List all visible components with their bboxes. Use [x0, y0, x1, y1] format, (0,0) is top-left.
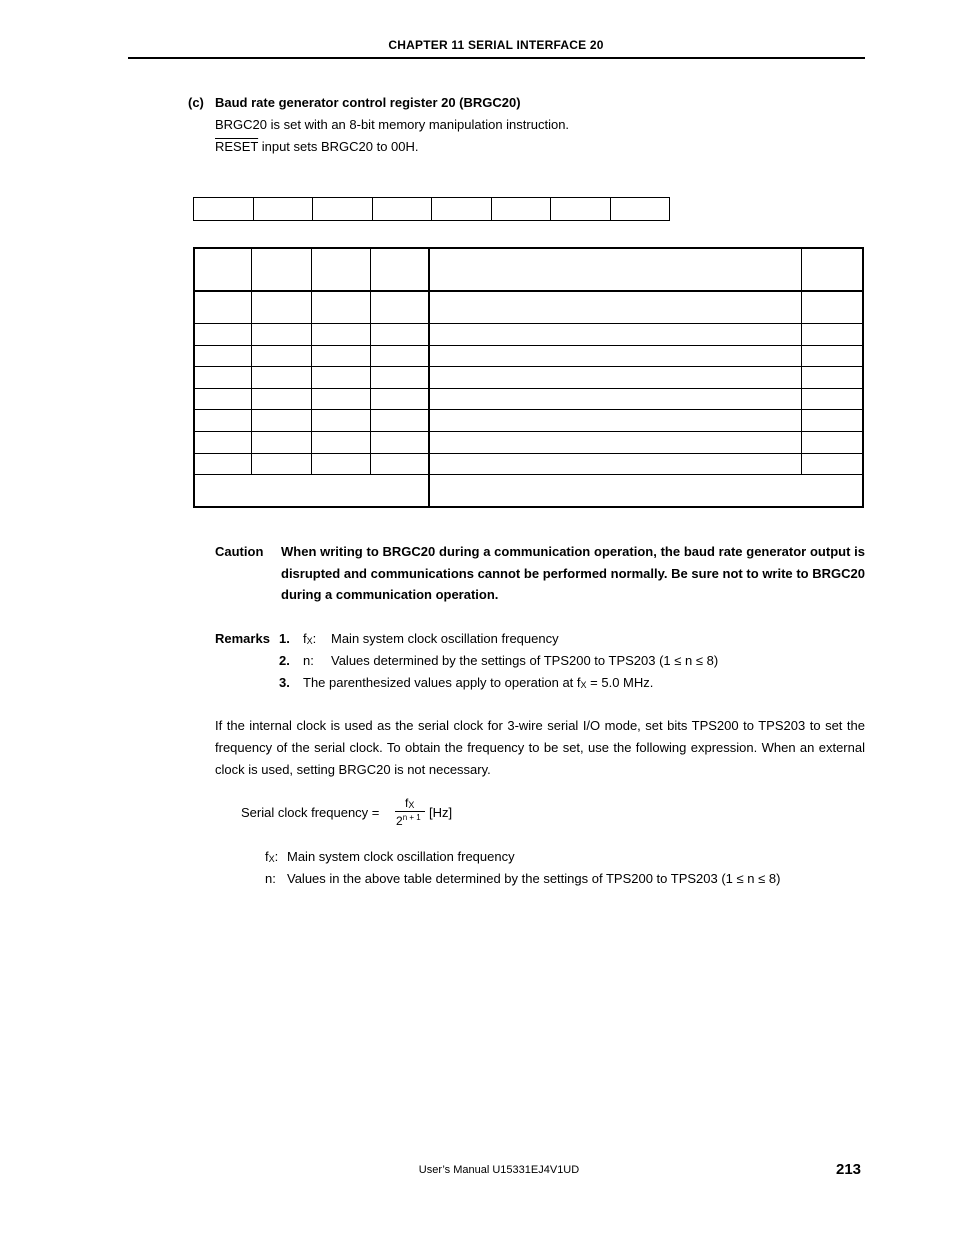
table-cell	[370, 388, 429, 410]
equation-denominator: $2^{n + 1}$	[396, 813, 421, 828]
table-cell	[312, 248, 371, 291]
table-cell	[370, 324, 429, 346]
bit-cell	[194, 198, 254, 221]
table-cell	[252, 431, 312, 453]
table-cell	[801, 324, 863, 346]
table-cell	[194, 410, 252, 432]
caution-label: Caution	[215, 544, 264, 559]
remark-symbol: n:	[303, 653, 314, 668]
table-cell	[429, 475, 863, 507]
register-bit-table	[193, 197, 670, 221]
table-cell	[252, 248, 312, 291]
table-row	[194, 388, 863, 410]
table-cell	[252, 410, 312, 432]
table-cell	[370, 431, 429, 453]
table-cell	[370, 248, 429, 291]
header-rule	[128, 57, 865, 59]
table-footer-row	[194, 475, 863, 507]
table-cell	[801, 291, 863, 323]
table-cell	[252, 345, 312, 367]
table-row	[194, 324, 863, 346]
definition-text: Main system clock oscillation frequency	[287, 849, 515, 864]
table-cell	[194, 388, 252, 410]
table-cell	[194, 345, 252, 367]
table-header-row	[194, 248, 863, 291]
table-cell	[801, 367, 863, 389]
bit-cell	[313, 198, 373, 221]
caution-text: When writing to BRGC20 during a communication operation, the baud rate generator output is disrupted and communications cannot be performed normally. Be sure not to write to BRGC20 during a communication operation.	[281, 544, 865, 603]
table-cell	[801, 410, 863, 432]
bit-cell	[372, 198, 432, 221]
remark-text: The parenthesized values apply to operation at $f_X = 5.0$ MHz.	[303, 675, 654, 690]
table-cell	[801, 345, 863, 367]
table-cell	[429, 291, 801, 323]
remark-number: 3.	[279, 675, 290, 690]
equation-unit: [Hz]	[429, 805, 453, 820]
table-cell	[312, 345, 371, 367]
table-cell	[312, 410, 371, 432]
definition-symbol: $f_X$:	[265, 849, 279, 864]
table-cell	[194, 324, 252, 346]
footer-manual-id: User’s Manual U15331EJ4V1UD	[418, 1164, 580, 1176]
table-cell	[312, 388, 371, 410]
remark-text: Main system clock oscillation frequency	[331, 631, 559, 646]
table-cell	[312, 453, 371, 475]
table-cell	[801, 248, 863, 291]
table-cell	[429, 345, 801, 367]
definition-text: Values in the above table determined by the settings of TPS200 to TPS203 (1 ≤ n ≤ 8)	[287, 871, 781, 886]
table-cell	[252, 367, 312, 389]
chapter-header: CHAPTER 11 SERIAL INTERFACE 20	[388, 38, 604, 52]
page-number: 213	[836, 1161, 862, 1178]
table-row	[194, 291, 863, 323]
bit-cell	[432, 198, 492, 221]
remark-number: 2.	[279, 653, 290, 668]
table-cell	[429, 431, 801, 453]
bit-cell	[551, 198, 611, 221]
remark-text: Values determined by the settings of TPS200 to TPS203 (1 ≤ n ≤ 8)	[331, 653, 719, 668]
table-cell	[252, 324, 312, 346]
table-cell	[194, 475, 429, 507]
table-row	[194, 345, 863, 367]
table-row	[194, 453, 863, 475]
table-cell	[370, 367, 429, 389]
table-cell	[429, 324, 801, 346]
table-row	[194, 431, 863, 453]
table-cell	[801, 453, 863, 475]
section-number: (c)	[188, 95, 204, 110]
table-cell	[312, 291, 371, 323]
table-cell	[429, 248, 801, 291]
equation-label: Serial clock frequency =	[241, 805, 380, 820]
table-cell	[429, 410, 801, 432]
remarks-label: Remarks	[215, 631, 270, 646]
table-cell	[312, 431, 371, 453]
section-line-2-text: input sets BRGC20 to 00H.	[258, 139, 419, 154]
remark-symbol: $f_X$:	[303, 631, 317, 646]
table-cell	[429, 388, 801, 410]
body-paragraph: If the internal clock is used as the serial clock for 3-wire serial I/O mode, set bits TPS200 to TPS203 to set the frequency of the serial clock. To obtain the frequency to be set, use the following expression. When an external clock is used, setting BRGC20 is not necessary.	[215, 718, 865, 777]
table-cell	[194, 367, 252, 389]
table-cell	[312, 324, 371, 346]
table-cell	[252, 291, 312, 323]
bit-cell	[610, 198, 670, 221]
table-cell	[801, 431, 863, 453]
section-line-1: BRGC20 is set with an 8-bit memory manipulation instruction.	[215, 117, 570, 132]
table-cell	[252, 453, 312, 475]
fraction-bar	[395, 811, 425, 812]
definition-symbol: n:	[265, 871, 276, 886]
bit-cell	[491, 198, 551, 221]
table-cell	[194, 431, 252, 453]
tps-selection-table	[193, 247, 864, 508]
section-title: Baud rate generator control register 20 (BRGC20)	[215, 95, 521, 110]
bit-cell	[253, 198, 313, 221]
table-cell	[194, 291, 252, 323]
table-row	[194, 410, 863, 432]
equation-numerator: $f_X$	[405, 796, 415, 810]
table-cell	[194, 248, 252, 291]
table-cell	[252, 388, 312, 410]
table-cell	[370, 345, 429, 367]
table-cell	[370, 291, 429, 323]
reset-signal: RESET	[215, 139, 259, 154]
table-cell	[312, 367, 371, 389]
table-cell	[370, 453, 429, 475]
section-line-2	[215, 139, 419, 154]
table-cell	[429, 453, 801, 475]
table-row	[194, 367, 863, 389]
table-cell	[429, 367, 801, 389]
table-cell	[370, 410, 429, 432]
table-cell	[801, 388, 863, 410]
remark-number: 1.	[279, 631, 290, 646]
table-cell	[194, 453, 252, 475]
